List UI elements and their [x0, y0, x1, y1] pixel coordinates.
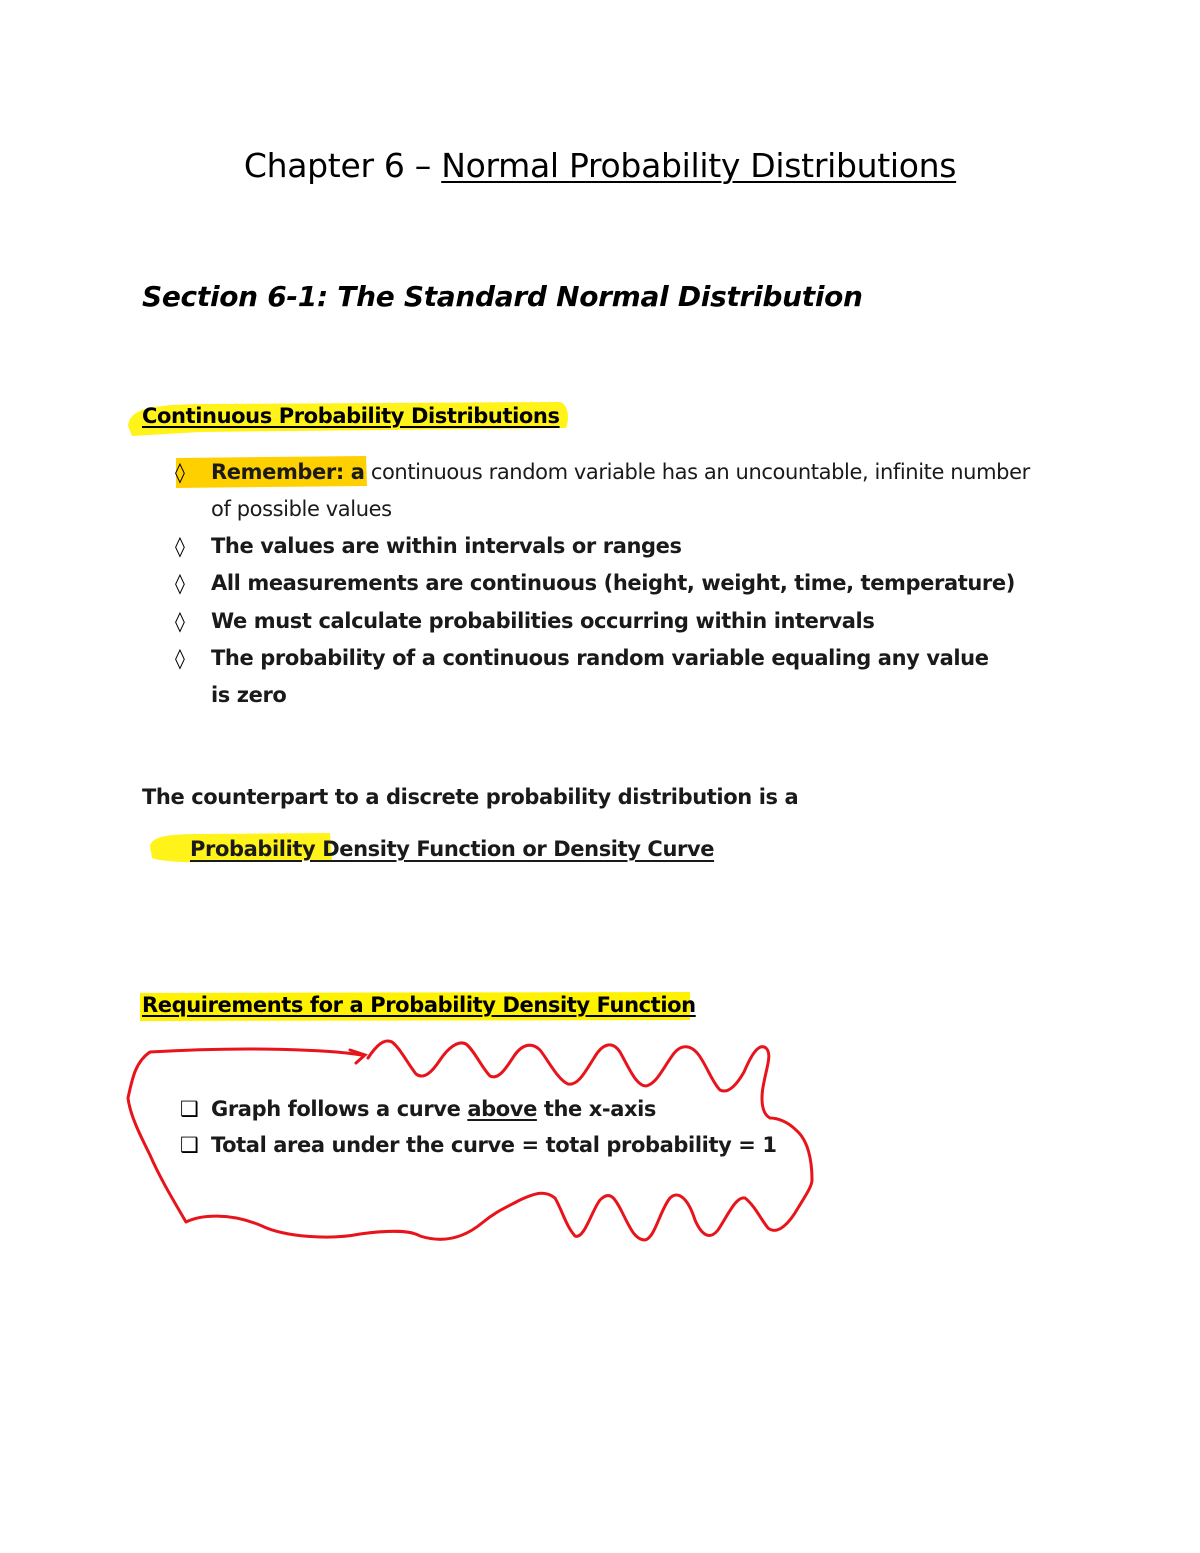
diamond-bullet-icon: ◊ [175, 460, 185, 484]
diamond-bullet-icon: ◊ [175, 571, 185, 595]
remember-text: continuous random variable has an uncountable, infinite number of possible values [211, 460, 1030, 521]
requirements-heading: Requirements for a Probability Density Function [142, 993, 696, 1017]
checkbox-icon: ❑ [180, 1097, 199, 1121]
list-item: The values are within intervals or ranges [211, 534, 682, 558]
counterpart-sentence: The counterpart to a discrete probability distribution is a [142, 785, 799, 809]
list-item: Remember: a continuous random variable has an uncountable, infinite number of possible values [211, 460, 1030, 521]
above-underlined: above [467, 1097, 537, 1121]
checkbox-icon: ❑ [180, 1133, 199, 1157]
red-squiggle-outline [128, 1041, 812, 1240]
list-item: We must calculate probabilities occurring within intervals [211, 609, 875, 633]
title-underlined: Normal Probability Distributions [441, 146, 957, 185]
counterpart-answer: Probability Density Function or Density Curve [190, 837, 715, 861]
diamond-bullet-icon: ◊ [175, 609, 185, 633]
list-item: All measurements are continuous (height, weight, time, temperature) [211, 571, 1015, 595]
list-item: The probability of a continuous random variable equaling any value is zero [211, 646, 989, 707]
section-heading: Section 6-1: The Standard Normal Distribution [142, 280, 863, 313]
diamond-bullet-icon: ◊ [175, 646, 185, 670]
continuous-heading: Continuous Probability Distributions [142, 404, 560, 428]
list-item: Total area under the curve = total probability = 1 [211, 1133, 777, 1157]
diamond-bullet-icon: ◊ [175, 534, 185, 558]
list-item: Graph follows a curve above the x-axis [211, 1097, 657, 1121]
title-prefix: Chapter 6 – [243, 146, 442, 185]
red-arrow-tick [350, 1050, 365, 1063]
remember-label: Remember: [211, 460, 344, 484]
